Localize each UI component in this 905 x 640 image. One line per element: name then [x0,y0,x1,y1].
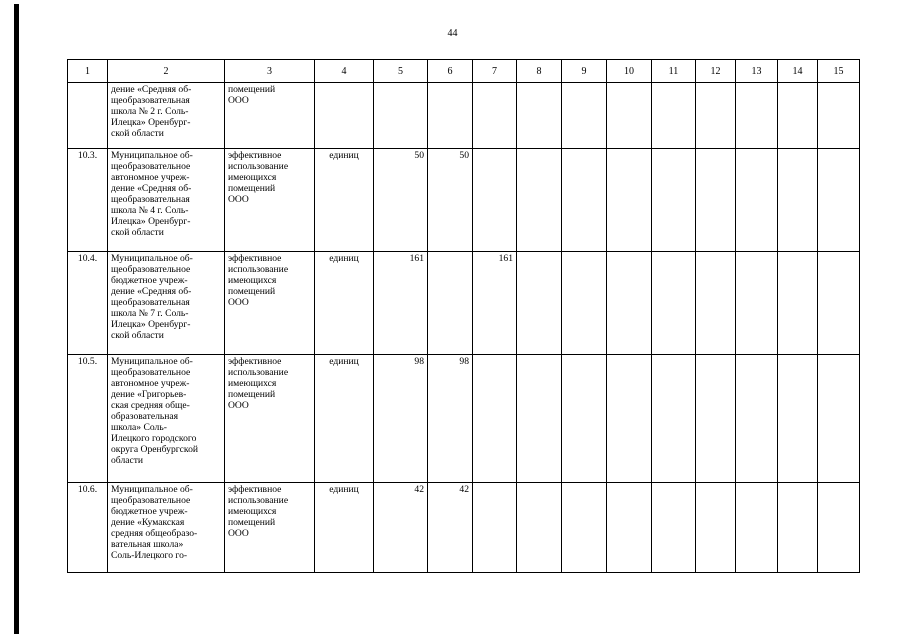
column-header: 15 [818,60,860,83]
row-purpose-text: помещений ООО [228,84,276,106]
column-header: 7 [473,60,517,83]
row-code-text: 10.5. [77,356,98,367]
empty-cell [652,149,696,252]
empty-cell [818,83,860,149]
row-value-col5 [374,483,428,573]
row-value-col5 [374,252,428,355]
row-unit [315,252,374,355]
row-value-col5-text: 98 [414,356,424,367]
empty-cell [736,83,778,149]
row-unit [315,149,374,252]
row-code [68,355,108,483]
row-code [68,83,108,149]
empty-cell [562,483,607,573]
empty-cell [517,149,562,252]
column-header: 10 [607,60,652,83]
column-header: 14 [778,60,818,83]
row-purpose [225,149,315,252]
column-header: 1 [68,60,108,83]
row-name-text: Муниципальное об- щеобразовательное автономное учреж- дение «Григорьев- ская средняя обще- образовательная школа» Соль- Илецкого городского округа Оренбургской области [111,356,199,466]
empty-cell [652,355,696,483]
empty-cell [696,149,736,252]
empty-cell [696,252,736,355]
row-code [68,149,108,252]
row-code-text: 10.3. [77,150,98,161]
column-header: 12 [696,60,736,83]
row-purpose-text: эффективное использование имеющихся помещений ООО [228,484,289,539]
row-value-col5 [374,83,428,149]
empty-cell [562,252,607,355]
row-unit-text: единиц [329,150,359,161]
empty-cell [818,149,860,252]
column-header: 6 [428,60,473,83]
empty-cell [652,252,696,355]
row-purpose [225,355,315,483]
data-table [67,59,860,573]
table-row [68,252,860,355]
row-code [68,483,108,573]
row-unit-text: единиц [329,356,359,367]
column-header: 13 [736,60,778,83]
table-row [68,355,860,483]
row-unit [315,355,374,483]
row-name [108,252,225,355]
row-value-col5 [374,149,428,252]
column-header: 11 [652,60,696,83]
row-value-col7 [473,355,517,483]
row-purpose [225,83,315,149]
row-value-col7 [473,83,517,149]
row-name-text: Муниципальное об- щеобразовательное автономное учреж- дение «Средняя об- щеобразовательная школа № 4 г. Соль- Илецка» Оренбург- ской области [111,150,193,238]
empty-cell [778,83,818,149]
row-value-col6 [428,252,473,355]
empty-cell [818,355,860,483]
page-edge-bar [14,4,19,634]
column-header: 4 [315,60,374,83]
row-code [68,252,108,355]
row-purpose-text: эффективное использование имеющихся помещений ООО [228,150,289,205]
row-value-col7 [473,483,517,573]
row-purpose-text: эффективное использование имеющихся помещений ООО [228,356,289,411]
empty-cell [696,83,736,149]
column-header: 2 [108,60,225,83]
empty-cell [736,355,778,483]
row-value-col6 [428,483,473,573]
table-row [68,149,860,252]
empty-cell [736,483,778,573]
empty-cell [562,355,607,483]
empty-cell [517,483,562,573]
row-code-text: 10.4. [77,253,98,264]
row-value-col5-text: 42 [414,484,424,495]
row-value-col5-text: 50 [414,150,424,161]
empty-cell [652,83,696,149]
header-row [68,60,860,83]
empty-cell [778,483,818,573]
empty-cell [778,252,818,355]
row-value-col6-text: 98 [459,356,469,367]
empty-cell [818,483,860,573]
row-unit [315,83,374,149]
row-name-text: Муниципальное об- щеобразовательное бюджетное учреж- дение «Кумакская средняя общеобразо- вательная школа» Соль-Илецкого го- [111,484,198,561]
row-value-col7-text: 161 [498,253,513,264]
row-value-col6 [428,355,473,483]
row-value-col7 [473,149,517,252]
row-name-text: Муниципальное об- щеобразовательное бюджетное учреж- дение «Средняя об- щеобразовательная школа № 7 г. Соль- Илецка» Оренбург- ской области [111,253,193,341]
empty-cell [517,252,562,355]
empty-cell [562,149,607,252]
empty-cell [818,252,860,355]
row-value-col5-text: 161 [409,253,424,264]
row-purpose [225,483,315,573]
column-header: 8 [517,60,562,83]
column-header: 3 [225,60,315,83]
empty-cell [736,149,778,252]
row-name-text: дение «Средняя об- щеобразовательная школа № 2 г. Соль- Илецка» Оренбург- ской области [111,84,192,139]
empty-cell [607,252,652,355]
row-value-col7 [473,252,517,355]
empty-cell [778,149,818,252]
empty-cell [652,483,696,573]
row-value-col6-text: 42 [459,484,469,495]
empty-cell [562,83,607,149]
empty-cell [736,252,778,355]
row-name [108,483,225,573]
empty-cell [696,483,736,573]
column-header: 5 [374,60,428,83]
row-name [108,149,225,252]
row-code-text: 10.6. [77,484,98,495]
row-value-col6 [428,83,473,149]
row-value-col6 [428,149,473,252]
row-purpose [225,252,315,355]
row-unit [315,483,374,573]
row-name [108,355,225,483]
empty-cell [607,149,652,252]
empty-cell [778,355,818,483]
empty-cell [517,83,562,149]
row-unit-text: единиц [329,253,359,264]
row-purpose-text: эффективное использование имеющихся помещений ООО [228,253,289,308]
empty-cell [607,83,652,149]
row-name [108,83,225,149]
empty-cell [607,355,652,483]
row-value-col5 [374,355,428,483]
row-value-col6-text: 50 [459,150,469,161]
row-unit-text: единиц [329,484,359,495]
empty-cell [517,355,562,483]
empty-cell [696,355,736,483]
table-row [68,483,860,573]
empty-cell [607,483,652,573]
table-row [68,83,860,149]
page-number: 44 [447,28,458,39]
column-header: 9 [562,60,607,83]
